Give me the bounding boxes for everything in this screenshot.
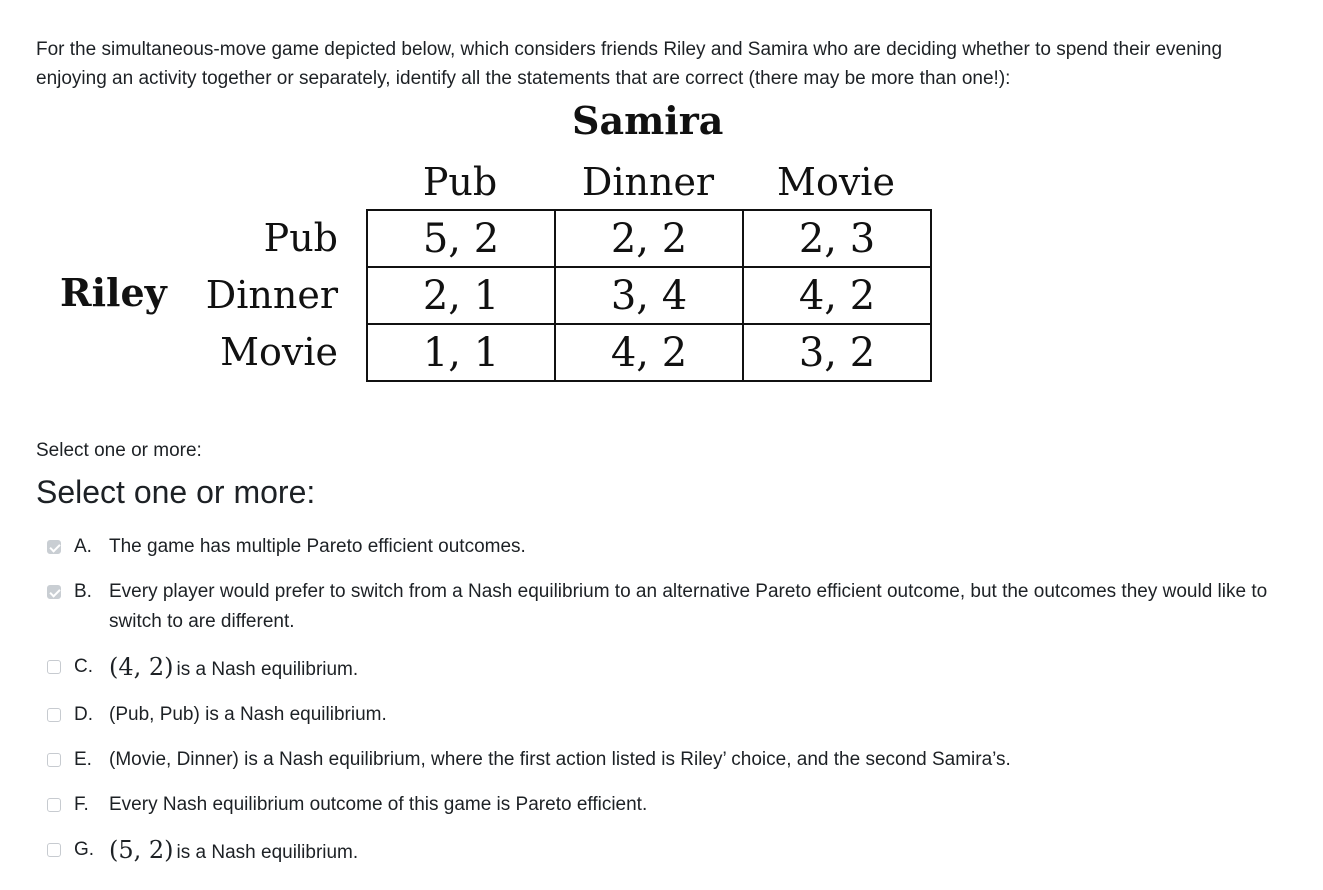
payoff-row-pub <box>367 210 931 267</box>
column-header-pub: Pub <box>422 160 498 204</box>
row-player-label: Riley <box>60 270 167 315</box>
payoff-row-dinner <box>367 267 931 324</box>
option-text: (Pub, Pub) is a Nash equilibrium. <box>109 704 387 725</box>
option-letter: A. <box>74 536 92 557</box>
payoff-cell: 2, 1 <box>367 267 555 324</box>
option-d[interactable] <box>47 700 1307 730</box>
payoff-cell: 4, 2 <box>743 267 931 324</box>
option-f[interactable] <box>47 790 1307 820</box>
checkbox-b[interactable] <box>47 585 61 599</box>
payoff-cell: 4, 2 <box>555 324 743 381</box>
column-player-label: Samira <box>572 98 724 143</box>
question-text: For the simultaneous-move game depicted below, which considers friends Riley and Samira who are deciding whether to spend their evening enjoying an activity together or separately, identify all the statements that are correct (there may be more than one!): <box>36 39 1223 89</box>
answer-options <box>47 532 1307 883</box>
payoff-cell: 1, 1 <box>367 324 555 381</box>
option-text <box>109 835 1307 868</box>
checkbox-f[interactable] <box>47 798 61 812</box>
option-text: Every player would prefer to switch from a Nash equilibrium to an alternative Pareto efficient outcome, but the outcomes they would like to switch to are different. <box>109 581 1268 632</box>
payoff-matrix-figure <box>0 0 1323 400</box>
option-math: (4, 2) <box>109 653 174 681</box>
payoff-cell: 3, 4 <box>555 267 743 324</box>
payoff-row-movie <box>367 324 931 381</box>
row-header-pub: Pub <box>263 216 338 260</box>
payoff-cell: 5, 2 <box>367 210 555 267</box>
option-text: The game has multiple Pareto efficient outcomes. <box>109 536 526 557</box>
row-header-movie: Movie <box>220 330 338 374</box>
option-letter: C. <box>74 656 93 677</box>
checkbox-g[interactable] <box>47 843 61 857</box>
option-letter: E. <box>74 749 92 770</box>
option-letter: D. <box>74 704 93 725</box>
checkbox-a[interactable] <box>47 540 61 554</box>
option-letter: G. <box>74 839 95 860</box>
payoff-cell: 2, 2 <box>555 210 743 267</box>
option-text-body: is a Nash equilibrium. <box>176 659 359 680</box>
checkbox-d[interactable] <box>47 708 61 722</box>
option-a[interactable] <box>47 532 1307 562</box>
option-c[interactable] <box>47 652 1307 685</box>
row-header-dinner: Dinner <box>205 273 338 317</box>
prompt-large: Select one or more: <box>36 474 316 510</box>
option-e[interactable] <box>47 745 1307 775</box>
option-b[interactable] <box>47 577 1307 637</box>
prompt-small: Select one or more: <box>36 440 202 461</box>
option-text: (Movie, Dinner) is a Nash equilibrium, where the first action listed is Riley’ choice, and the second Samira’s. <box>109 749 1011 770</box>
option-text: Every Nash equilibrium outcome of this game is Pareto efficient. <box>109 794 648 815</box>
checkbox-e[interactable] <box>47 753 61 767</box>
checkbox-c[interactable] <box>47 660 61 674</box>
option-text <box>109 652 1307 685</box>
option-math: (5, 2) <box>109 836 174 864</box>
option-text-body: is a Nash equilibrium. <box>176 842 359 863</box>
payoff-table <box>366 209 932 382</box>
payoff-cell: 2, 3 <box>743 210 931 267</box>
option-g[interactable] <box>47 835 1307 868</box>
payoff-cell: 3, 2 <box>743 324 931 381</box>
option-letter: B. <box>74 581 92 602</box>
option-letter: F. <box>74 794 89 815</box>
column-header-movie: Movie <box>777 160 895 204</box>
column-header-dinner: Dinner <box>581 160 715 204</box>
